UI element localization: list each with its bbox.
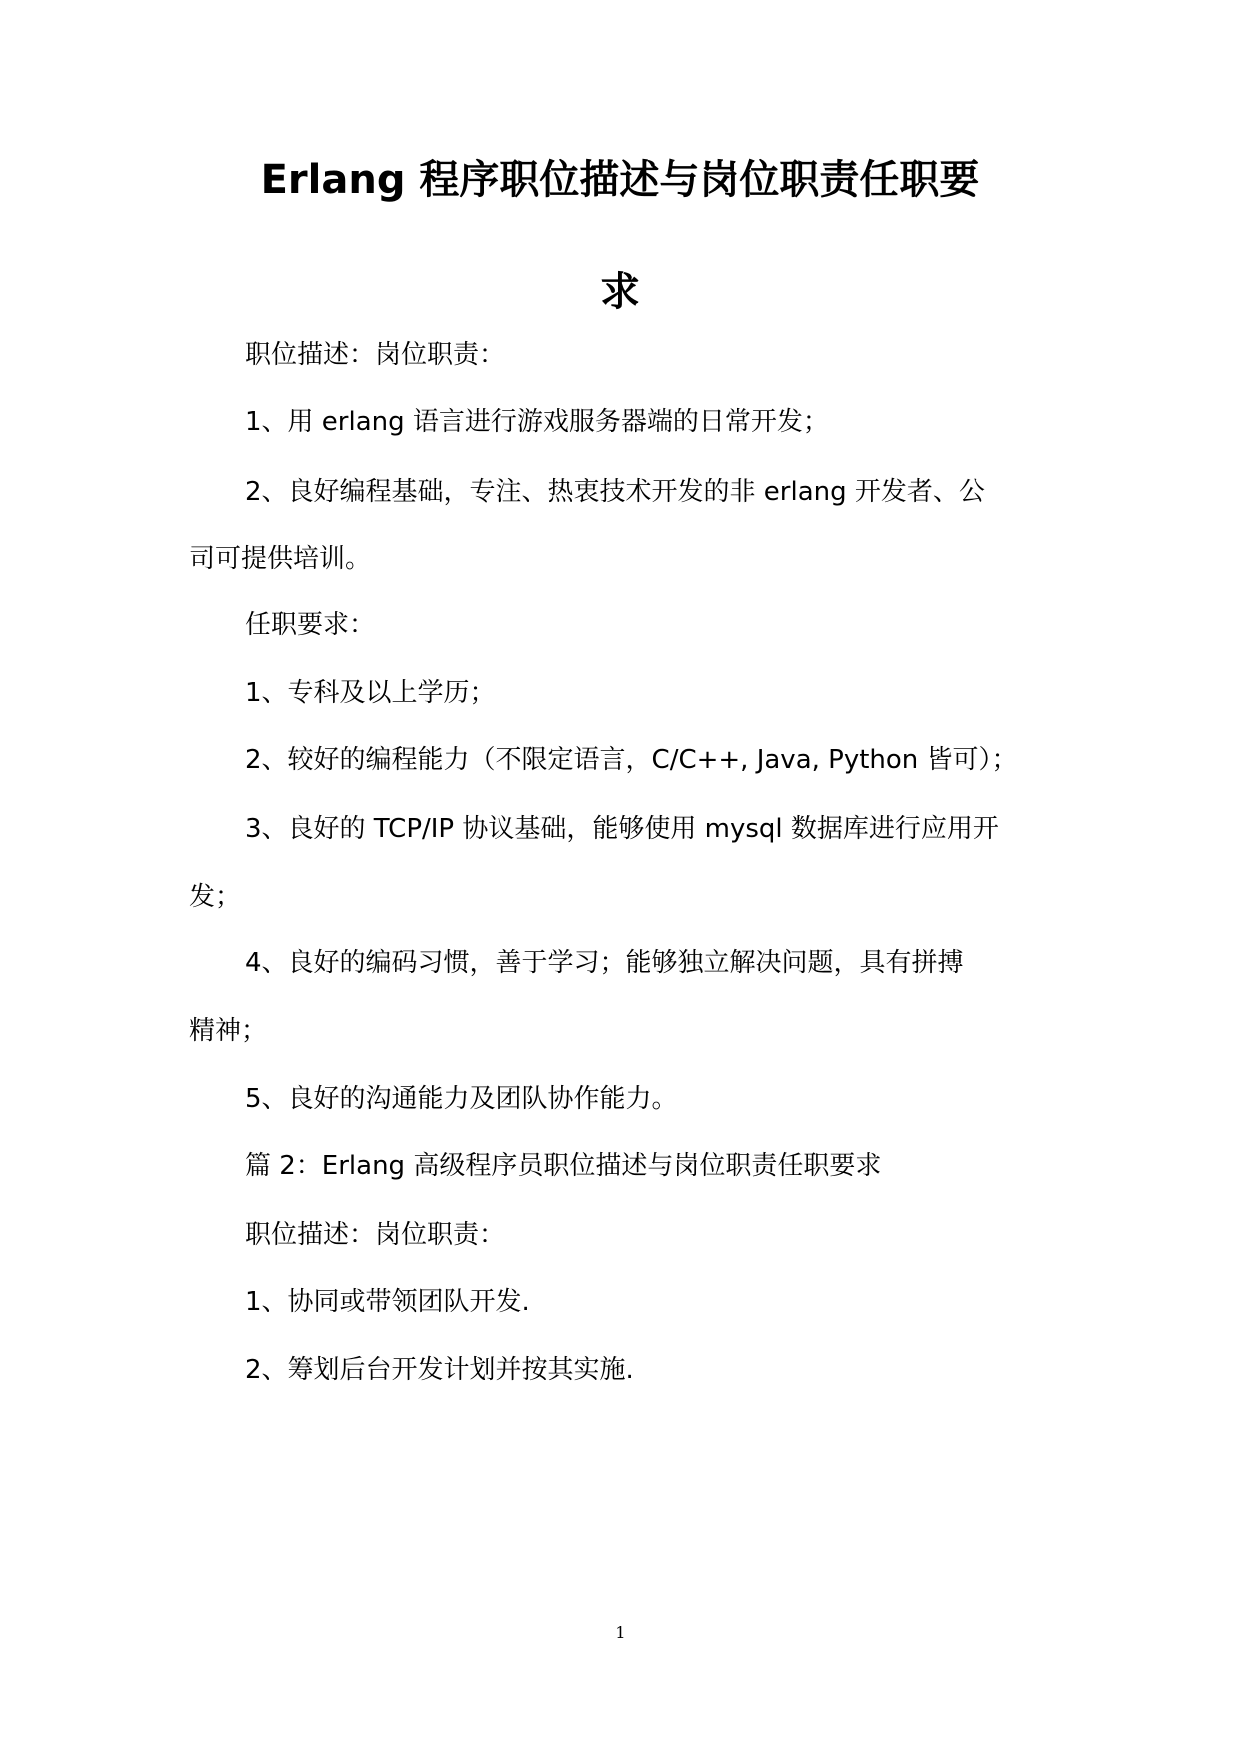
duty-item-1: 1、用 erlang 语言进行游戏服务器端的日常开发；	[245, 407, 829, 437]
duty-item-2-line2: 司可提供培训。	[189, 544, 372, 574]
document-title-line2: 求	[600, 269, 640, 315]
section-2-heading-duties: 职位描述：岗位职责：	[245, 1220, 506, 1250]
document-title-line1: Erlang 程序职位描述与岗位职责任职要	[260, 157, 980, 203]
section-heading-duties: 职位描述：岗位职责：	[245, 340, 506, 370]
requirement-item-3-line1: 3、良好的 TCP/IP 协议基础，能够使用 mysql 数据库进行应用开	[245, 814, 999, 844]
requirement-item-4-line2: 精神；	[189, 1016, 268, 1046]
requirement-item-4-line1: 4、良好的编码习惯，善于学习；能够独立解决问题，具有拼搏	[245, 948, 964, 978]
requirement-item-3-line2: 发；	[189, 882, 242, 912]
page-number: 1	[615, 1623, 626, 1642]
section-2-duty-item-1: 1、协同或带领团队开发.	[245, 1287, 530, 1317]
section-2-duty-item-2: 2、筹划后台开发计划并按其实施.	[245, 1355, 634, 1385]
requirement-item-5: 5、良好的沟通能力及团队协作能力。	[245, 1084, 678, 1114]
section-heading-requirements: 任职要求：	[245, 610, 376, 640]
requirement-item-1: 1、专科及以上学历；	[245, 678, 496, 708]
duty-item-2-line1: 2、良好编程基础，专注、热衷技术开发的非 erlang 开发者、公	[245, 477, 985, 507]
requirement-item-2: 2、较好的编程能力（不限定语言，C/C++, Java, Python 皆可）；	[245, 745, 1018, 775]
section-2-title: 篇 2：Erlang 高级程序员职位描述与岗位职责任职要求	[245, 1151, 882, 1181]
